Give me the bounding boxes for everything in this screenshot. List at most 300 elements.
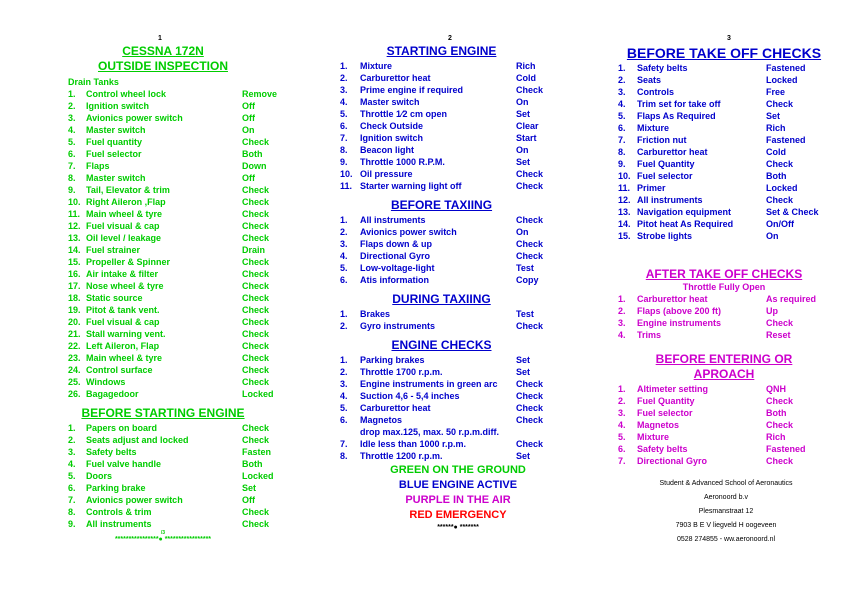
before-takeoff-title: BEFORE TAKE OFF CHECKS xyxy=(626,45,822,61)
item-number: 16. xyxy=(68,269,81,279)
item-label: Check Outside xyxy=(360,121,424,131)
item-value: Check xyxy=(242,435,270,445)
item-number: 3. xyxy=(68,447,76,457)
item-label: All instruments xyxy=(86,519,152,529)
item-value: Set xyxy=(766,111,781,121)
item-value: Reset xyxy=(766,330,791,340)
item-label: Static source xyxy=(86,293,143,303)
item-number: 7. xyxy=(68,161,76,171)
checklist-row xyxy=(68,244,318,256)
item-number: 7. xyxy=(618,456,626,466)
item-number: 6. xyxy=(340,415,348,425)
item-label: Starter warning light off xyxy=(360,181,462,191)
checklist-row xyxy=(618,383,838,395)
item-number: 4. xyxy=(340,391,348,401)
item-value: Both xyxy=(766,171,787,181)
page-number-3: 3 xyxy=(727,35,731,42)
checklist-row xyxy=(618,194,838,206)
item-value: Off xyxy=(242,113,255,123)
item-number: 9. xyxy=(618,159,626,169)
checklist-row xyxy=(340,438,560,450)
item-number: 14. xyxy=(618,219,631,229)
item-number: 5. xyxy=(340,403,348,413)
checklist-row xyxy=(68,280,318,292)
column-engine xyxy=(340,44,560,533)
item-value: Set xyxy=(516,157,531,167)
approach-title-line2: APROACH xyxy=(693,367,755,381)
item-label: Controls & trim xyxy=(86,507,152,517)
item-label: Flaps down & up xyxy=(360,239,432,249)
item-label: Doors xyxy=(86,471,113,481)
before-starting-engine-list xyxy=(68,422,318,530)
item-label: Engine instruments xyxy=(637,318,722,328)
checklist-row xyxy=(68,482,318,494)
item-number: 2. xyxy=(68,435,76,445)
item-number: 4. xyxy=(618,330,626,340)
item-label: Magnetos xyxy=(637,420,680,430)
item-value: Check xyxy=(516,379,544,389)
item-label: Avionics power switch xyxy=(360,227,457,237)
item-number: 5. xyxy=(618,111,626,121)
checklist-row xyxy=(618,170,838,182)
item-label: Navigation equipment xyxy=(637,207,732,217)
item-label: Magnetos xyxy=(360,415,403,425)
item-number: 1. xyxy=(340,61,348,71)
item-value: Check xyxy=(766,420,794,430)
column-takeoff xyxy=(618,45,838,547)
checklist-row xyxy=(68,304,318,316)
item-number: 3. xyxy=(618,318,626,328)
item-label: All instruments xyxy=(360,215,426,225)
checklist-row xyxy=(68,196,318,208)
item-number: 4. xyxy=(340,97,348,107)
item-label: Carburettor heat xyxy=(637,147,708,157)
checklist-row xyxy=(618,62,838,74)
item-label: Fuel quantity xyxy=(86,137,142,147)
item-value: Check xyxy=(242,197,270,207)
checklist-row xyxy=(618,443,838,455)
item-value: Locked xyxy=(242,471,274,481)
checklist-row xyxy=(68,112,318,124)
checklist-row xyxy=(618,419,838,431)
before-starting-engine-title: BEFORE STARTING ENGINE xyxy=(81,406,245,420)
checklist-row xyxy=(340,366,560,378)
item-label: Atis information xyxy=(360,275,429,285)
item-value: On xyxy=(242,125,255,135)
item-label: Throttle 1200 r.p.m. xyxy=(360,451,443,461)
item-label: Altimeter setting xyxy=(637,384,709,394)
item-label: Pitot & tank vent. xyxy=(86,305,160,315)
checklist-row xyxy=(68,434,318,446)
item-label: Beacon light xyxy=(360,145,415,155)
item-value: Check xyxy=(516,321,544,331)
item-label: Mixture xyxy=(637,123,670,133)
footnote: /3 xyxy=(160,530,166,536)
item-value: Check xyxy=(516,251,544,261)
aircraft-title: CESSNA 172N xyxy=(122,44,204,58)
item-number: 5. xyxy=(618,432,626,442)
item-label: Brakes xyxy=(360,309,391,319)
item-label: Air intake & filter xyxy=(86,269,159,279)
checklist-row xyxy=(68,148,318,160)
item-label: Directional Gyro xyxy=(637,456,708,466)
checklist-row xyxy=(68,232,318,244)
item-number: 2. xyxy=(618,396,626,406)
item-label: Fuel visual & cap xyxy=(86,221,160,231)
checklist-row xyxy=(340,320,560,332)
engine-checks-title: ENGINE CHECKS xyxy=(391,338,492,352)
item-value: Check xyxy=(516,181,544,191)
item-value: Start xyxy=(516,133,537,143)
checklist-row xyxy=(618,158,838,170)
checklist-row xyxy=(618,329,838,341)
checklist-row xyxy=(340,308,560,320)
item-number: 15. xyxy=(68,257,81,267)
item-value: Both xyxy=(242,149,263,159)
item-label: Engine instruments in green arc xyxy=(360,379,498,389)
item-label: Right Aileron ,Flap xyxy=(86,197,166,207)
item-value: Remove xyxy=(242,89,278,99)
item-label: Carburettor heat xyxy=(360,73,431,83)
checklist-row xyxy=(340,262,560,274)
checklist-row xyxy=(68,136,318,148)
checklist-row xyxy=(340,168,560,180)
checklist-row xyxy=(68,268,318,280)
approach-title-line1: BEFORE ENTERING OR xyxy=(655,352,793,366)
item-number: 4. xyxy=(68,125,76,135)
item-number: 3. xyxy=(68,113,76,123)
item-number: 6. xyxy=(68,483,76,493)
item-label: Avionics power switch xyxy=(86,113,183,123)
item-value: On xyxy=(766,231,779,241)
item-number: 2. xyxy=(340,367,348,377)
item-number: 26. xyxy=(68,389,81,399)
item-number: 12. xyxy=(68,221,81,231)
checklist-row xyxy=(340,84,560,96)
item-label: Carburettor heat xyxy=(360,403,431,413)
checklist-row xyxy=(68,124,318,136)
item-number: 1. xyxy=(340,215,348,225)
checklist-row xyxy=(340,414,560,426)
item-label: Safety belts xyxy=(86,447,137,457)
item-value: Off xyxy=(242,101,255,111)
item-label: Propeller & Spinner xyxy=(86,257,171,267)
item-label: Fuel Quantity xyxy=(637,159,695,169)
checklist-row xyxy=(68,160,318,172)
starting-engine-list xyxy=(340,60,560,192)
after-takeoff-list xyxy=(618,293,838,341)
checklist-row xyxy=(68,506,318,518)
item-label: Directional Gyro xyxy=(360,251,431,261)
checklist-row xyxy=(618,305,838,317)
item-label: drop max.125, max. 50 r.p.m.diff. xyxy=(360,427,500,437)
during-taxiing-list xyxy=(340,308,560,332)
item-number: 3. xyxy=(340,379,348,389)
checklist-row xyxy=(340,108,560,120)
checklist-row xyxy=(340,238,560,250)
item-value: As required xyxy=(766,294,817,304)
item-number: 15. xyxy=(618,231,631,241)
item-number: 9. xyxy=(340,157,348,167)
item-number: 19. xyxy=(68,305,81,315)
item-value: Check xyxy=(516,85,544,95)
item-number: 13. xyxy=(68,233,81,243)
checklist-row xyxy=(340,156,560,168)
checklist-row xyxy=(618,134,838,146)
checklist-row xyxy=(340,354,560,366)
item-label: Oil level / leakage xyxy=(86,233,162,243)
item-number: 6. xyxy=(68,149,76,159)
item-number: 8. xyxy=(340,451,348,461)
school-name: Student & Advanced School of Aeronautics xyxy=(659,480,793,487)
item-value: Check xyxy=(516,403,544,413)
item-label: Throttle 1⁄2 cm open xyxy=(360,109,448,119)
after-takeoff-title: AFTER TAKE OFF CHECKS xyxy=(645,267,803,281)
item-value: Check xyxy=(242,519,270,529)
checklist-row xyxy=(68,172,318,184)
item-value: Check xyxy=(516,215,544,225)
item-label: Master switch xyxy=(86,173,146,183)
item-label: Fuel valve handle xyxy=(86,459,162,469)
checklist-row xyxy=(340,274,560,286)
item-label: Ignition switch xyxy=(360,133,423,143)
checklist-row xyxy=(618,110,838,122)
item-label: Left Aileron, Flap xyxy=(86,341,160,351)
checklist-row xyxy=(340,450,560,462)
checklist-row xyxy=(68,470,318,482)
item-label: Flaps xyxy=(86,161,110,171)
item-number: 1. xyxy=(618,294,626,304)
item-number: 2. xyxy=(340,227,348,237)
item-number: 11. xyxy=(68,209,81,219)
checklist-row xyxy=(68,292,318,304)
item-value: Test xyxy=(516,309,534,319)
item-value: Cold xyxy=(766,147,786,157)
item-number: 8. xyxy=(68,507,76,517)
item-value: Check xyxy=(766,396,794,406)
checklist-row xyxy=(68,220,318,232)
item-label: Primer xyxy=(637,183,666,193)
item-value: Check xyxy=(242,233,270,243)
item-label: Flaps (above 200 ft) xyxy=(637,306,722,316)
checklist-row xyxy=(68,208,318,220)
item-value: Both xyxy=(242,459,263,469)
checklist-row xyxy=(340,390,560,402)
item-value: Check xyxy=(516,439,544,449)
item-label: Papers on board xyxy=(86,423,158,433)
item-label: Safety belts xyxy=(637,444,688,454)
item-value: Clear xyxy=(516,121,539,131)
before-approach-list xyxy=(618,383,838,467)
item-value: Set xyxy=(516,367,531,377)
item-label: Friction nut xyxy=(637,135,687,145)
item-number: 18. xyxy=(68,293,81,303)
item-value: Fastened xyxy=(766,444,806,454)
item-value: Fasten xyxy=(242,447,272,457)
item-number: 3. xyxy=(340,239,348,249)
item-number: 9. xyxy=(68,185,76,195)
footer-stars-1: ****************● ***************** xyxy=(114,536,212,543)
item-value: Check xyxy=(242,269,270,279)
item-label: Prime engine if required xyxy=(360,85,464,95)
before-takeoff-list xyxy=(618,62,838,242)
item-label: Pitot heat As Required xyxy=(637,219,734,229)
item-value: Locked xyxy=(242,389,274,399)
item-label: Master switch xyxy=(86,125,146,135)
item-number: 4. xyxy=(340,251,348,261)
item-value: Check xyxy=(766,318,794,328)
checklist-row xyxy=(68,422,318,434)
column-outside-inspection xyxy=(68,44,318,544)
item-label: Trims xyxy=(637,330,662,340)
item-number: 9. xyxy=(68,519,76,529)
throttle-fully-open: Throttle Fully Open xyxy=(682,282,766,292)
checklist-row xyxy=(618,146,838,158)
checklist-row xyxy=(68,100,318,112)
item-label: Controls xyxy=(637,87,674,97)
checklist-row xyxy=(68,316,318,328)
item-number: 17. xyxy=(68,281,81,291)
item-value: Check xyxy=(766,159,794,169)
checklist-row xyxy=(618,431,838,443)
item-number: 2. xyxy=(618,75,626,85)
item-label: Fuel selector xyxy=(637,408,693,418)
item-value: Check xyxy=(766,195,794,205)
item-label: Nose wheel & tyre xyxy=(86,281,164,291)
checklist-row xyxy=(68,376,318,388)
checklist-row xyxy=(618,407,838,419)
item-number: 22. xyxy=(68,341,81,351)
item-label: Ignition switch xyxy=(86,101,149,111)
checklist-row xyxy=(340,144,560,156)
item-value: Set xyxy=(516,355,531,365)
starting-engine-title: STARTING ENGINE xyxy=(386,44,497,58)
item-label: Low-voltage-light xyxy=(360,263,435,273)
item-value: Down xyxy=(242,161,267,171)
checklist-row xyxy=(618,317,838,329)
item-number: 7. xyxy=(618,135,626,145)
checklist-row xyxy=(618,98,838,110)
item-number: 24. xyxy=(68,365,81,375)
footer-stars-2: ******● ******* xyxy=(437,524,479,531)
item-value: Fastened xyxy=(766,63,806,73)
item-number: 1. xyxy=(68,89,76,99)
item-value: Set xyxy=(516,451,531,461)
item-number: 4. xyxy=(618,420,626,430)
outside-inspection-title: OUTSIDE INSPECTION xyxy=(97,59,228,73)
item-value: QNH xyxy=(766,384,786,394)
item-label: Gyro instruments xyxy=(360,321,436,331)
item-value: Check xyxy=(242,341,270,351)
item-value: Check xyxy=(242,209,270,219)
item-value: Check xyxy=(516,239,544,249)
checklist-row xyxy=(340,226,560,238)
checklist-row xyxy=(340,120,560,132)
item-value: Check xyxy=(516,415,544,425)
item-value: On xyxy=(516,145,529,155)
item-value: Rich xyxy=(516,61,536,71)
engine-checks-list xyxy=(340,354,560,462)
checklist-row xyxy=(68,388,318,400)
item-value: Cold xyxy=(516,73,536,83)
street-address: Plesmanstraat 12 xyxy=(698,508,754,515)
item-label: Fuel selector xyxy=(637,171,693,181)
item-label: Fuel Quantity xyxy=(637,396,695,406)
item-value: Off xyxy=(242,495,255,505)
city-address: 7903 B E V liegveld H oogeveen xyxy=(675,522,777,529)
item-number: 6. xyxy=(618,123,626,133)
item-label: All instruments xyxy=(637,195,703,205)
item-label: Stall warning vent. xyxy=(86,329,166,339)
item-label: Tail, Elevator & trim xyxy=(86,185,170,195)
item-value: Check xyxy=(242,507,270,517)
item-label: Trim set for take off xyxy=(637,99,721,109)
checklist-row xyxy=(618,230,838,242)
item-label: Throttle 1000 R.P.M. xyxy=(360,157,445,167)
checklist-row xyxy=(340,250,560,262)
legend-green: GREEN ON THE GROUND xyxy=(390,464,526,476)
item-number: 8. xyxy=(618,147,626,157)
checklist-row xyxy=(340,214,560,226)
item-label: Fuel strainer xyxy=(86,245,141,255)
checklist-row xyxy=(68,328,318,340)
item-number: 5. xyxy=(340,263,348,273)
item-number: 11. xyxy=(340,181,353,191)
before-taxiing-title: BEFORE TAXIING xyxy=(390,198,493,212)
item-value: Check xyxy=(766,456,794,466)
item-value: Check xyxy=(242,281,270,291)
legend-blue: BLUE ENGINE ACTIVE xyxy=(398,479,518,491)
checklist-row xyxy=(618,218,838,230)
checklist-row xyxy=(618,74,838,86)
item-number: 3. xyxy=(618,408,626,418)
outside-inspection-list xyxy=(68,88,318,400)
legend-purple: PURPLE IN THE AIR xyxy=(405,494,511,506)
item-number: 3. xyxy=(340,85,348,95)
item-label: Parking brake xyxy=(86,483,146,493)
item-label: Main wheel & tyre xyxy=(86,353,163,363)
item-value: On xyxy=(516,227,529,237)
item-label: Main wheel & tyre xyxy=(86,209,163,219)
item-number: 5. xyxy=(340,109,348,119)
item-value: Check xyxy=(242,221,270,231)
item-label: Mixture xyxy=(637,432,670,442)
school-info xyxy=(618,477,838,547)
item-value: Set xyxy=(242,483,257,493)
item-value: Both xyxy=(766,408,787,418)
checklist-row xyxy=(340,180,560,192)
item-value: Check xyxy=(242,257,270,267)
item-value: Check xyxy=(242,185,270,195)
item-number: 7. xyxy=(340,439,348,449)
checklist-row xyxy=(68,518,318,530)
item-value: Check xyxy=(242,423,270,433)
item-label: Idle less than 1000 r.p.m. xyxy=(360,439,467,449)
item-value: Rich xyxy=(766,432,786,442)
item-number: 1. xyxy=(340,309,348,319)
checklist-row xyxy=(340,426,560,438)
company-name: Aeronoord b.v xyxy=(704,494,748,501)
page-number-2: 2 xyxy=(448,35,452,42)
item-value: Set & Check xyxy=(766,207,819,217)
checklist-row xyxy=(340,132,560,144)
item-number: 2. xyxy=(618,306,626,316)
item-label: Parking brakes xyxy=(360,355,425,365)
item-number: 23. xyxy=(68,353,81,363)
item-number: 8. xyxy=(68,173,76,183)
item-label: Control wheel lock xyxy=(86,89,167,99)
item-value: Check xyxy=(242,365,270,375)
